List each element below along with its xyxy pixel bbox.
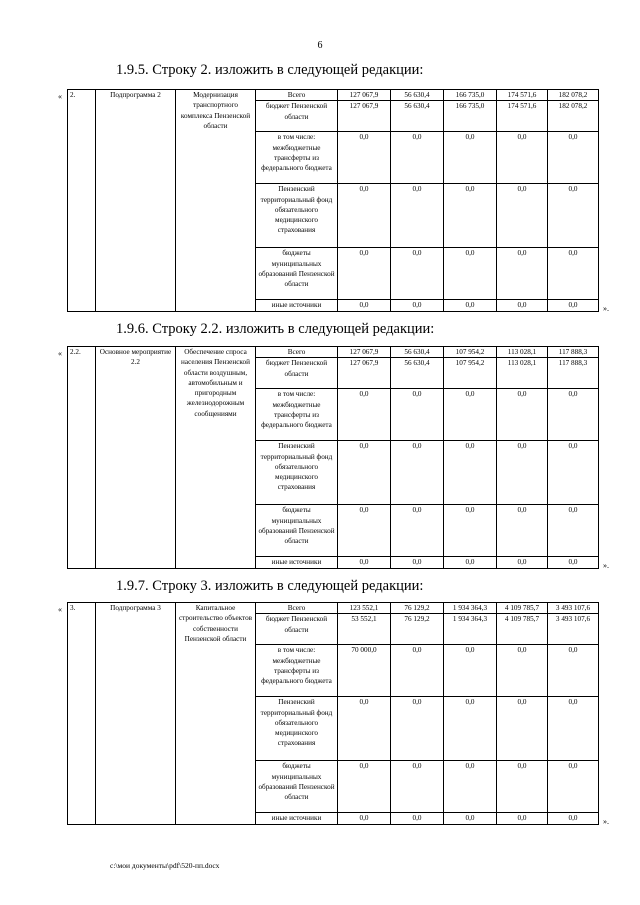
source-other: иные источники (256, 813, 338, 824)
source-municipal: бюджеты муниципальных образований Пензенской области (256, 761, 338, 813)
value-cell: 56 630,4 (391, 347, 444, 358)
source-fund: Пензенский территориальный фонд обязательного медицинского страхования (256, 697, 338, 761)
source-federal: в том числе: межбюджетные трансферты из федерального бюджета (256, 389, 338, 441)
program-table (67, 602, 599, 825)
source-total: Всего (256, 347, 338, 358)
value-cell: 0,0 (391, 300, 444, 311)
value-cell: 76 129,2 (391, 603, 444, 614)
value-cell: 0,0 (338, 389, 391, 441)
value-cell: 113 028,1 (497, 347, 548, 358)
value-cell: 0,0 (391, 813, 444, 824)
value-cell: 0,0 (444, 184, 497, 248)
open-quote: « (58, 605, 62, 614)
value-cell: 0,0 (444, 505, 497, 557)
value-cell: 0,0 (391, 184, 444, 248)
value-cell: 0,0 (548, 389, 599, 441)
value-cell: 0,0 (548, 248, 599, 300)
value-cell: 3 493 107,6 (548, 614, 599, 645)
value-cell: 0,0 (444, 132, 497, 184)
value-cell: 0,0 (497, 300, 548, 311)
value-cell: 0,0 (548, 300, 599, 311)
value-cell: 4 109 785,7 (497, 614, 548, 645)
value-cell: 127 067,9 (338, 101, 391, 132)
value-cell: 0,0 (444, 645, 497, 697)
program-name: Основное мероприятие 2.2 (96, 347, 176, 569)
source-regional: бюджет Пензенской области (256, 101, 338, 132)
page-number: 6 (317, 40, 323, 51)
source-total: Всего (256, 90, 338, 101)
value-cell: 0,0 (548, 132, 599, 184)
value-cell: 127 067,9 (338, 347, 391, 358)
value-cell: 0,0 (497, 761, 548, 813)
value-cell: 0,0 (548, 184, 599, 248)
value-cell: 0,0 (391, 441, 444, 505)
open-quote: « (58, 92, 62, 101)
value-cell: 182 078,2 (548, 90, 599, 101)
value-cell: 127 067,9 (338, 358, 391, 389)
value-cell: 0,0 (497, 557, 548, 568)
value-cell: 1 934 364,3 (444, 614, 497, 645)
source-regional: бюджет Пензенской области (256, 614, 338, 645)
value-cell: 0,0 (338, 441, 391, 505)
value-cell: 0,0 (497, 505, 548, 557)
value-cell: 0,0 (338, 813, 391, 824)
value-cell: 0,0 (444, 389, 497, 441)
source-other: иные источники (256, 557, 338, 568)
value-cell: 53 552,1 (338, 614, 391, 645)
value-cell: 0,0 (391, 761, 444, 813)
program-table (67, 346, 599, 569)
program-table (67, 89, 599, 312)
value-cell: 76 129,2 (391, 614, 444, 645)
value-cell: 174 571,6 (497, 90, 548, 101)
value-cell: 0,0 (548, 505, 599, 557)
value-cell: 166 735,0 (444, 101, 497, 132)
value-cell: 0,0 (444, 813, 497, 824)
value-cell: 0,0 (391, 389, 444, 441)
value-cell: 0,0 (391, 132, 444, 184)
value-cell: 0,0 (338, 184, 391, 248)
source-federal: в том числе: межбюджетные трансферты из федерального бюджета (256, 132, 338, 184)
value-cell: 0,0 (338, 505, 391, 557)
value-cell: 182 078,2 (548, 101, 599, 132)
value-cell: 0,0 (548, 813, 599, 824)
value-cell: 0,0 (444, 300, 497, 311)
close-quote: ». (603, 561, 609, 570)
close-quote: ». (603, 304, 609, 313)
value-cell: 0,0 (548, 557, 599, 568)
value-cell: 0,0 (338, 697, 391, 761)
value-cell: 0,0 (497, 645, 548, 697)
value-cell: 117 888,3 (548, 347, 599, 358)
value-cell: 166 735,0 (444, 90, 497, 101)
value-cell: 3 493 107,6 (548, 603, 599, 614)
value-cell: 107 954,2 (444, 358, 497, 389)
value-cell: 123 552,1 (338, 603, 391, 614)
value-cell: 0,0 (497, 184, 548, 248)
footer-file-path: c:\мои документы\pdf\520-пп.docx (110, 861, 220, 870)
program-goal: Модернизация транспортного комплекса Пензенской области (176, 90, 256, 312)
source-regional: бюджет Пензенской области (256, 358, 338, 389)
value-cell: 0,0 (391, 645, 444, 697)
source-municipal: бюджеты муниципальных образований Пензенской области (256, 248, 338, 300)
value-cell: 0,0 (548, 645, 599, 697)
value-cell: 0,0 (548, 761, 599, 813)
row-number: 2.2. (68, 347, 96, 569)
section-heading: 1.9.7. Строку 3. изложить в следующей редакции: (116, 578, 424, 594)
value-cell: 4 109 785,7 (497, 603, 548, 614)
section-heading: 1.9.6. Строку 2.2. изложить в следующей редакции: (116, 321, 435, 337)
value-cell: 127 067,9 (338, 90, 391, 101)
value-cell: 0,0 (497, 697, 548, 761)
value-cell: 113 028,1 (497, 358, 548, 389)
value-cell: 0,0 (338, 300, 391, 311)
value-cell: 0,0 (391, 557, 444, 568)
source-other: иные источники (256, 300, 338, 311)
value-cell: 0,0 (338, 557, 391, 568)
source-municipal: бюджеты муниципальных образований Пензенской области (256, 505, 338, 557)
value-cell: 0,0 (391, 697, 444, 761)
value-cell: 0,0 (444, 557, 497, 568)
value-cell: 0,0 (497, 132, 548, 184)
program-name: Подпрограмма 2 (96, 90, 176, 312)
value-cell: 0,0 (548, 697, 599, 761)
row-number: 3. (68, 603, 96, 825)
value-cell: 0,0 (497, 248, 548, 300)
value-cell: 0,0 (444, 697, 497, 761)
value-cell: 174 571,6 (497, 101, 548, 132)
value-cell: 56 630,4 (391, 101, 444, 132)
close-quote: ». (603, 817, 609, 826)
value-cell: 0,0 (444, 441, 497, 505)
value-cell: 1 934 364,3 (444, 603, 497, 614)
value-cell: 0,0 (548, 441, 599, 505)
value-cell: 117 888,3 (548, 358, 599, 389)
value-cell: 0,0 (444, 761, 497, 813)
source-total: Всего (256, 603, 338, 614)
value-cell: 0,0 (391, 505, 444, 557)
source-federal: в том числе: межбюджетные трансферты из федерального бюджета (256, 645, 338, 697)
value-cell: 56 630,4 (391, 358, 444, 389)
value-cell: 56 630,4 (391, 90, 444, 101)
value-cell: 0,0 (391, 248, 444, 300)
value-cell: 0,0 (497, 389, 548, 441)
value-cell: 70 000,0 (338, 645, 391, 697)
program-goal: Капитальное строительство объектов собственности Пензенской области (176, 603, 256, 825)
row-number: 2. (68, 90, 96, 312)
program-name: Подпрограмма 3 (96, 603, 176, 825)
value-cell: 0,0 (338, 248, 391, 300)
value-cell: 0,0 (497, 813, 548, 824)
value-cell: 0,0 (338, 132, 391, 184)
section-heading: 1.9.5. Строку 2. изложить в следующей редакции: (116, 62, 424, 78)
value-cell: 0,0 (497, 441, 548, 505)
value-cell: 0,0 (444, 248, 497, 300)
source-fund: Пензенский территориальный фонд обязательного медицинского страхования (256, 441, 338, 505)
value-cell: 0,0 (338, 761, 391, 813)
open-quote: « (58, 349, 62, 358)
value-cell: 107 954,2 (444, 347, 497, 358)
program-goal: Обеспечение спроса населения Пензенской области воздушным, автомобильным и пригородным железнодорожным сообщениями (176, 347, 256, 569)
source-fund: Пензенский территориальный фонд обязательного медицинского страхования (256, 184, 338, 248)
